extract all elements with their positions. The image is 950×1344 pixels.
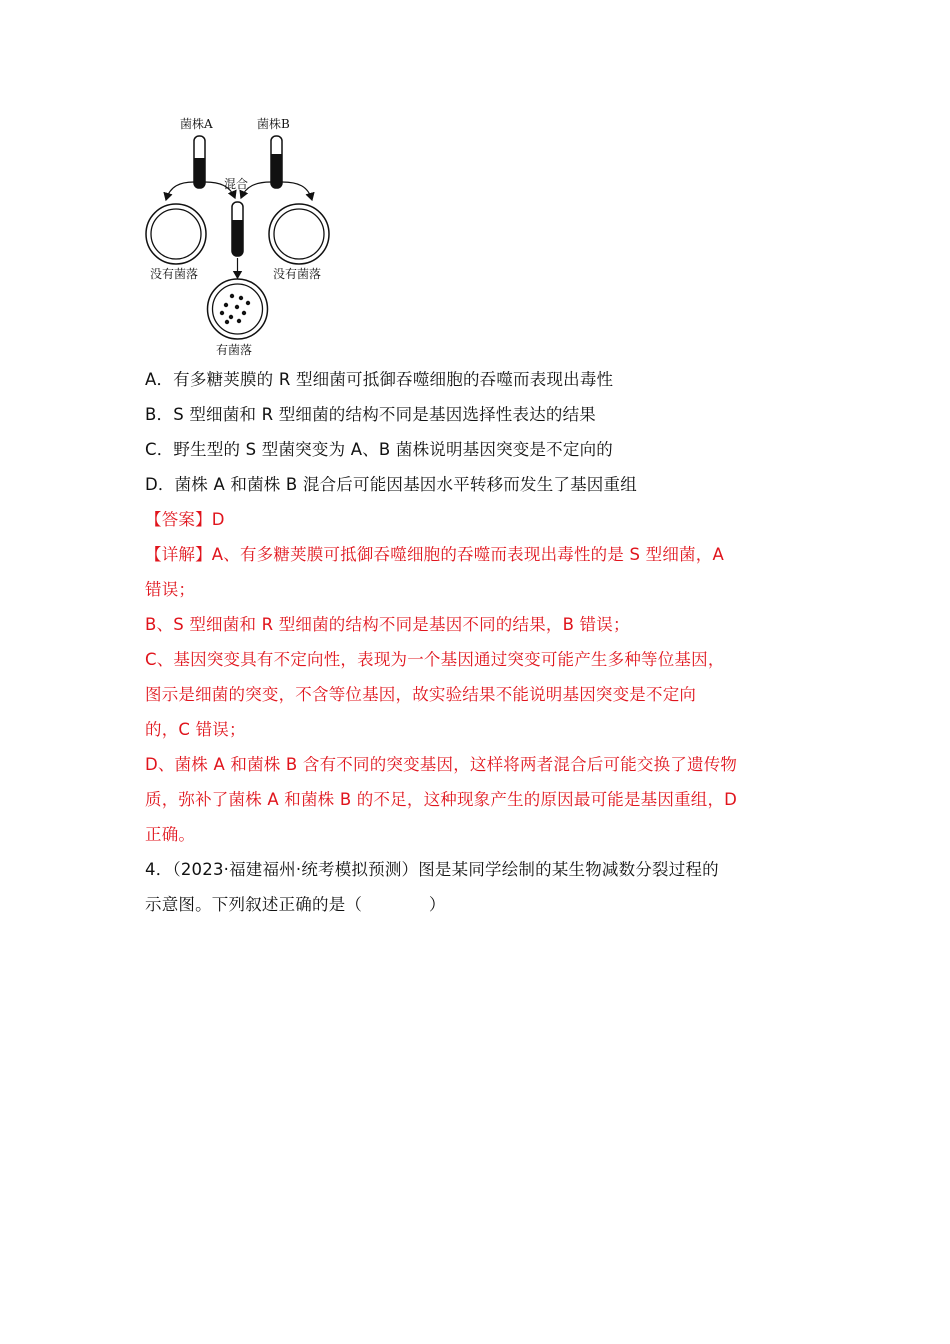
bacteria-experiment-figure: [140, 108, 350, 360]
test-tube-mix: [232, 202, 243, 257]
option-d: D．菌株 A 和菌株 B 混合后可能因基因水平转移而发生了基因重组: [145, 475, 637, 494]
explanation-line-7: D、菌株 A 和菌株 B 含有不同的突变基因，这样将两者混合后可能交换了遗传物: [145, 755, 738, 774]
explanation-line-9: 正确。: [145, 825, 196, 844]
explanation-line-2: 错误；: [145, 580, 196, 599]
option-a: A．有多糖荚膜的 R 型细菌可抵御吞噬细胞的吞噬而表现出毒性: [145, 370, 614, 389]
explanation-line-8: 质，弥补了菌株 A 和菌株 B 的不足，这种现象产生的原因最可能是基因重组，D: [145, 790, 738, 809]
answer-line: 【答案】D: [145, 510, 225, 529]
no-colony-right-label: 没有菌落: [273, 267, 322, 281]
test-tube-a: [194, 136, 205, 189]
petri-dish-colonies: [208, 279, 268, 339]
question-4-line-1: 4．（2023·福建福州·统考模拟预测）图是某同学绘制的某生物减数分裂过程的: [145, 860, 719, 879]
strain-a-label: 菌株A: [180, 117, 213, 131]
option-b: B．S 型细菌和 R 型细菌的结构不同是基因选择性表达的结果: [145, 405, 596, 424]
test-tube-b: [271, 136, 282, 189]
explanation-line-6: 的，C 错误；: [145, 720, 246, 739]
explanation-line-3: B、S 型细菌和 R 型细菌的结构不同是基因不同的结果，B 错误；: [145, 615, 630, 634]
petri-dish-right: [269, 204, 329, 264]
explanation-line-4: C、基因突变具有不定向性，表现为一个基因通过突变可能产生多种等位基因，: [145, 650, 725, 669]
arrow-a-to-left-dish: [166, 182, 194, 200]
mix-label: 混合: [224, 177, 249, 191]
experiment-diagram: [140, 108, 350, 360]
explanation-line-1: 【详解】A、有多糖荚膜可抵御吞噬细胞的吞噬而表现出毒性的是 S 型细菌，A: [145, 545, 724, 564]
arrow-b-to-right-dish: [282, 182, 312, 200]
question-4-line-2: 示意图。下列叙述正确的是（ ）: [145, 895, 446, 914]
explanation-line-5: 图示是细菌的突变，不含等位基因，故实验结果不能说明基因突变是不定向: [145, 685, 697, 704]
strain-b-label: 菌株B: [257, 117, 290, 131]
petri-dish-left: [146, 204, 206, 264]
question-content: [145, 362, 825, 922]
no-colony-left-label: 没有菌落: [150, 267, 199, 281]
colony-label: 有菌落: [216, 343, 253, 357]
option-c: C．野生型的 S 型菌突变为 A、B 菌株说明基因突变是不定向的: [145, 440, 613, 459]
